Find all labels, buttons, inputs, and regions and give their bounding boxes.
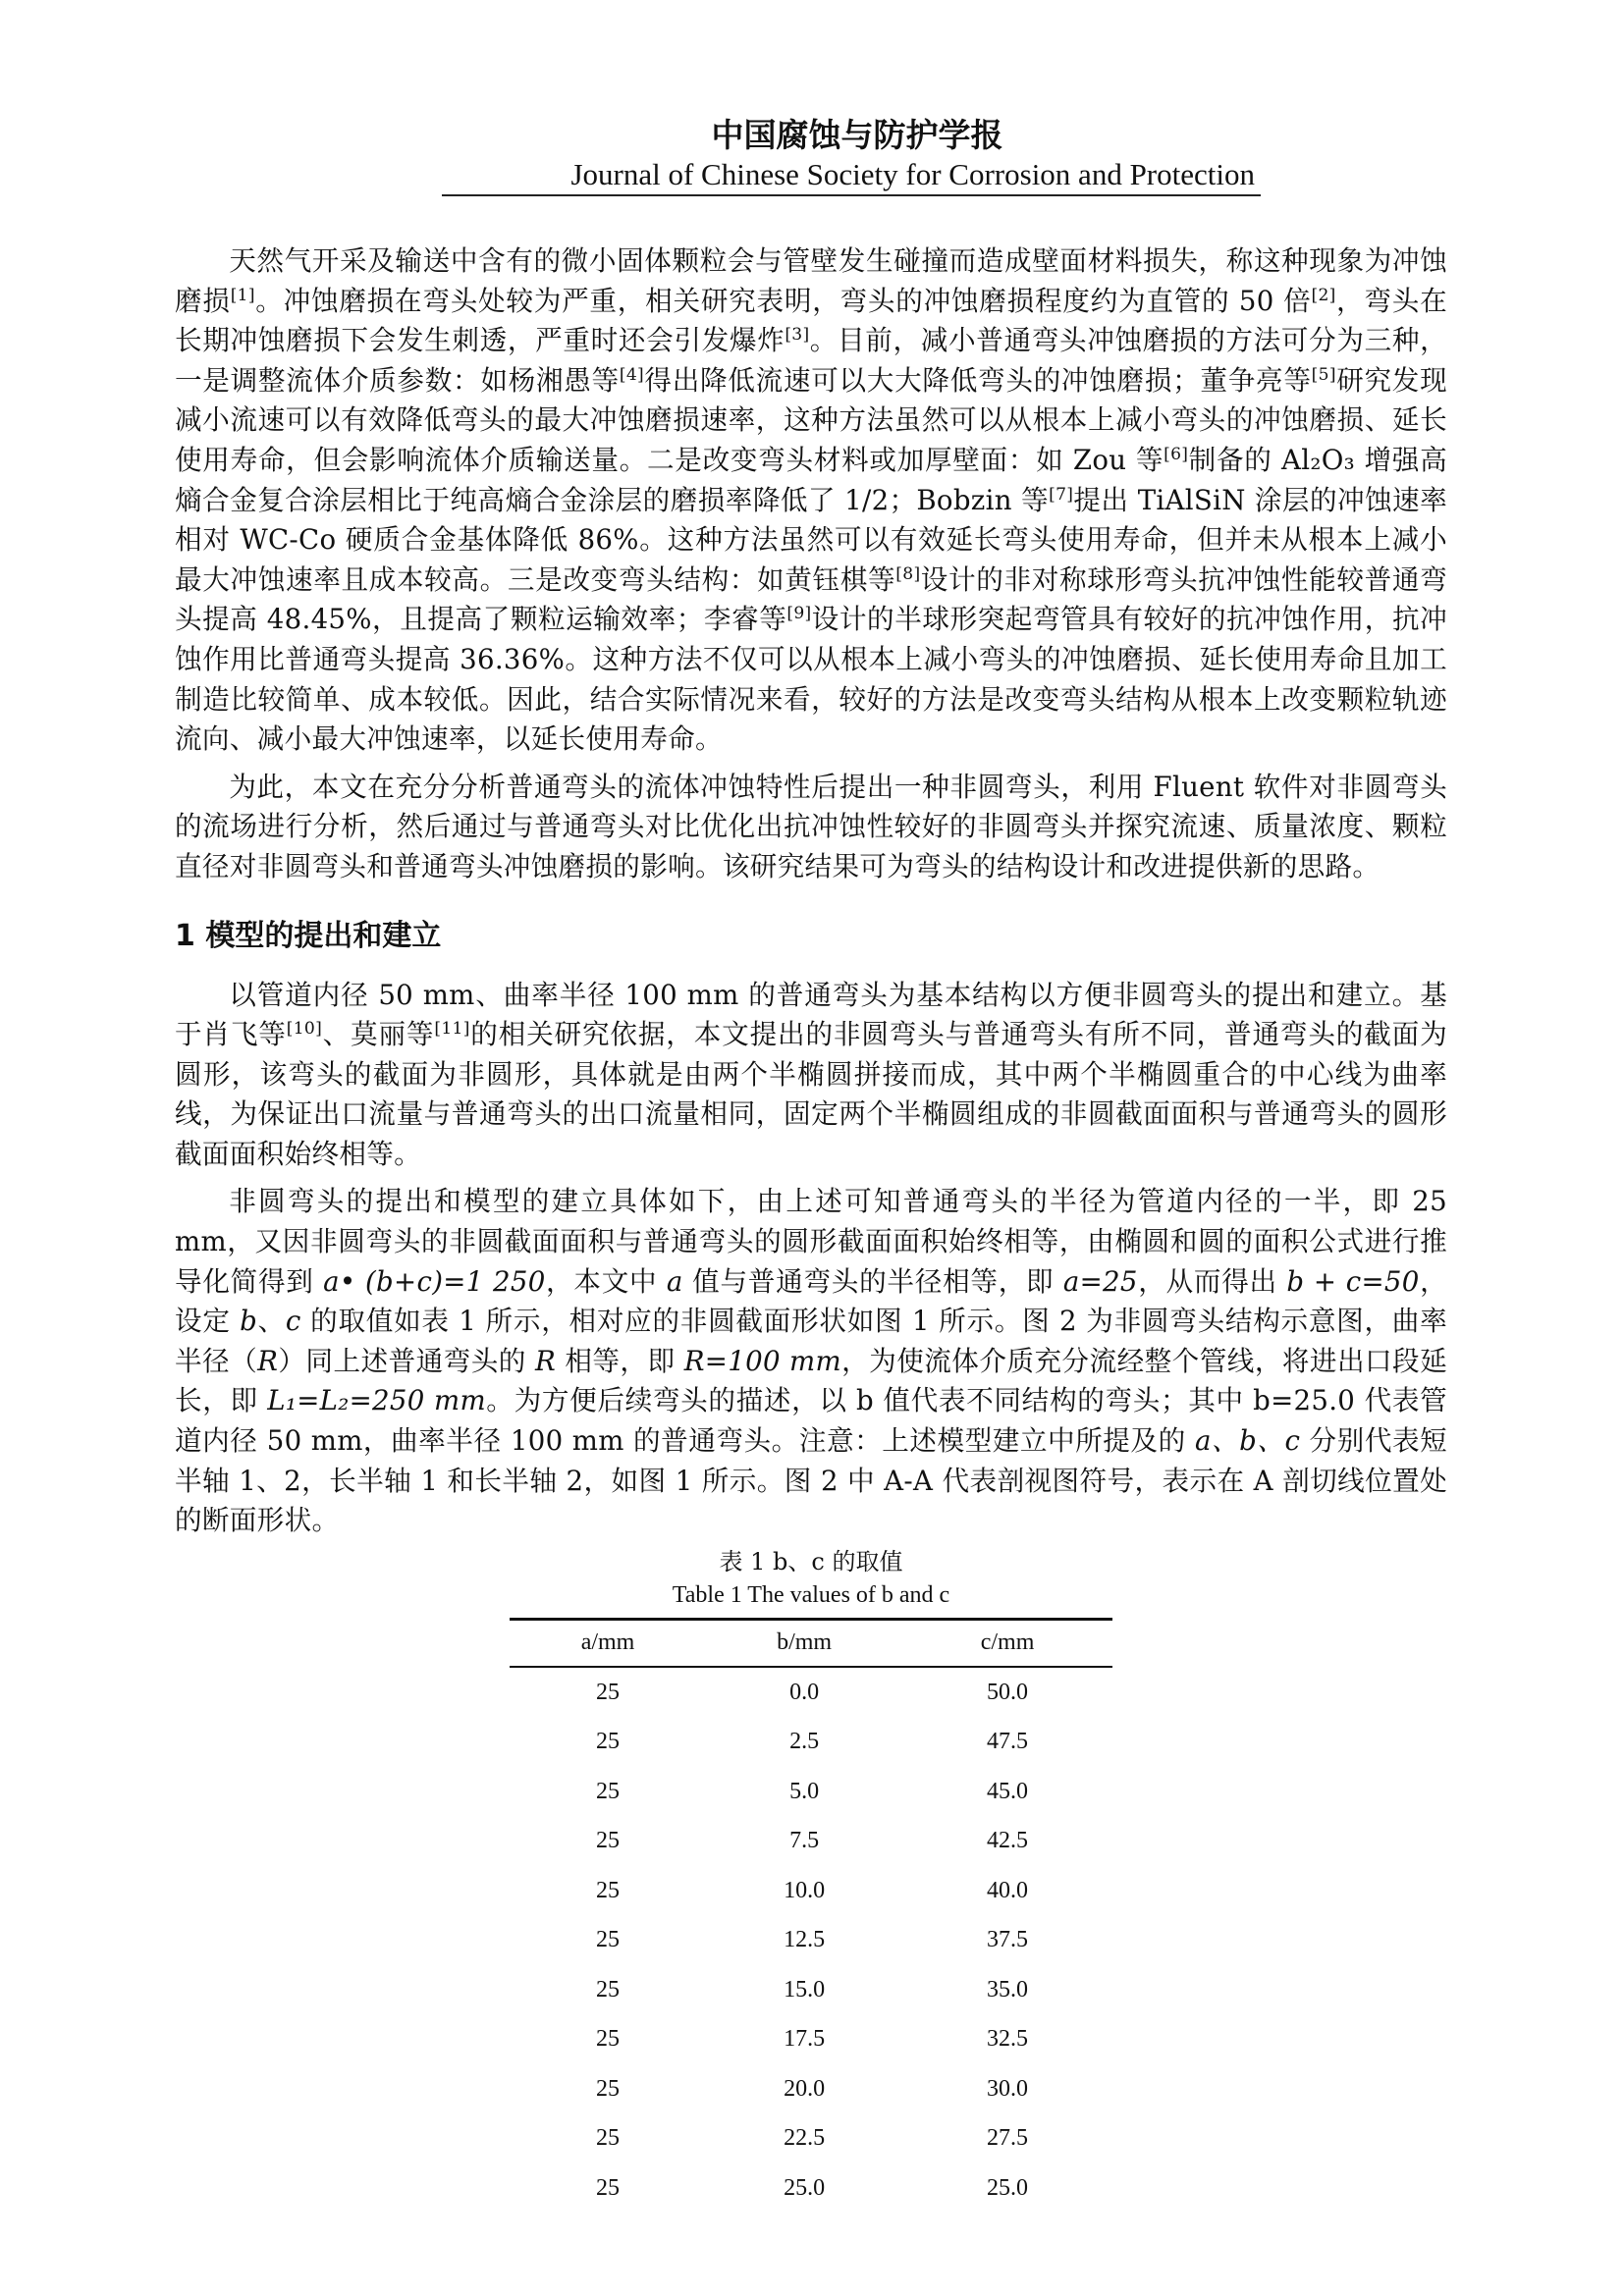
- table-row: [510, 2014, 1112, 2064]
- intro-paragraph-1: [175, 241, 1447, 760]
- table-cell: 47.5: [987, 1729, 1029, 1755]
- text-run: 。为方便后续弯头的描述，以 b 值代表不同结构的弯头；其中 b=25.0 代表管道内径 50 mm，曲率半径 100 mm 的普通弯头。注意：上述模型建立中所提及的: [175, 1384, 1447, 1458]
- table-cell: 25: [596, 2026, 621, 2053]
- text-run: ）同上述普通弯头的: [278, 1344, 536, 1377]
- table-row: [510, 1816, 1112, 1866]
- table-cell: 42.5: [987, 1828, 1029, 1854]
- text-run: ，从而得出: [1137, 1264, 1287, 1298]
- table-header-row: [510, 1619, 1112, 1667]
- formula: b + c=50: [1286, 1264, 1420, 1298]
- table-cell: 20.0: [784, 2075, 826, 2102]
- table-cell: 2.5: [789, 1729, 820, 1755]
- table-caption-cn: 表 1 b、c 的取值: [719, 1547, 903, 1575]
- table-cell: 45.0: [987, 1778, 1029, 1804]
- variable: c: [285, 1305, 301, 1338]
- table-row: [510, 2163, 1112, 2214]
- intro-paragraph-2: 为此，本文在充分分析普通弯头的流体冲蚀特性后提出一种非圆弯头，利用 Fluent 软件对非圆弯头的流场进行分析，然后通过与普通弯头对比优化出抗冲蚀性较好的非圆弯头并探究流速、质量浓度、颗粒直径对非圆弯头和普通弯头冲蚀磨损的影响。该研究结果可为弯头的结构设计和改进提供新的思路。: [175, 770, 1447, 882]
- citation: [2]: [1311, 285, 1336, 305]
- table-cell: 30.0: [987, 2075, 1029, 2102]
- text-run: 以管道内径 50 mm、曲率半径 100 mm 的普通弯头为基本结构以方便非圆弯头的提出和建立。基于肖飞等: [175, 978, 1447, 1051]
- formula: a=25: [1062, 1264, 1138, 1298]
- table-cell: 25: [596, 1679, 621, 1705]
- table-cell: 25: [596, 1927, 621, 1953]
- table-cell: 25: [596, 2125, 621, 2152]
- variable: R: [535, 1344, 557, 1377]
- citation: [8]: [895, 563, 921, 584]
- variable: a: [666, 1264, 683, 1298]
- citation: [1]: [230, 285, 255, 305]
- text-run: 值与普通弯头的半径相等，即: [682, 1264, 1063, 1298]
- table-cell: 15.0: [784, 1976, 826, 2002]
- text-run: 天然气开采及输送中含有的微小固体颗粒会与管壁发生碰撞而造成壁面材料损失，称这种现象为冲蚀磨损: [175, 244, 1447, 317]
- text-run: 的相关研究依据，本文提出的非圆弯头与普通弯头有所不同，普通弯头的截面为圆形，该弯头的截面为非圆形，具体就是由两个半椭圆拼接而成，其中两个半椭圆重合的中心线为曲率线，为保证出口流量与普通弯头的出口流量相同，固定两个半椭圆组成的非圆截面面积与普通弯头的圆形截面面积始终相等。: [175, 1018, 1447, 1170]
- text-run: 、莫丽等: [322, 1018, 435, 1051]
- section-heading: 1 模型的提出和建立: [175, 918, 442, 953]
- table-cell: 10.0: [784, 1877, 826, 1903]
- table-row: [510, 1915, 1112, 1965]
- table-cell: 37.5: [987, 1927, 1029, 1953]
- table-cell: 12.5: [784, 1927, 826, 1953]
- variable: b: [240, 1305, 258, 1338]
- citation: [5]: [1311, 364, 1336, 385]
- table-cell: 25: [596, 1778, 621, 1804]
- table-body: [510, 1667, 1112, 2214]
- table-row: [510, 1667, 1112, 1718]
- section1-paragraph-1: [175, 976, 1447, 1175]
- text-run: 提出 TiAlSiN 涂层的冲蚀速率相对 WC-Co 硬质合金基体降低 86%。这种方法虽然可以有效延长弯头使用寿命，但并未从根本上减小最大冲蚀速率且成本较高。三是改变弯头结构：如黄钰棋等: [175, 483, 1447, 596]
- text-run: 非圆弯头的提出和模型的建立具体如下，由上述可知普通弯头的半径为管道内径的一半，即 25 mm，又因非圆弯头的非圆截面面积与普通弯头的圆形截面面积始终相等，由椭圆和圆的面积公式进行推导化简得到: [175, 1185, 1447, 1298]
- journal-title-en: Journal of Chinese Society for Corrosion and Protection: [442, 155, 1261, 196]
- table-caption-en: Table 1 The values of b and c: [672, 1581, 950, 1608]
- table-row: [510, 1965, 1112, 2015]
- text-run: 分别代表短半轴 1、2，长半轴 1 和长半轴 2，如图 1 所示。图 2 中 A-A 代表剖视图符号，表示在 A 剖切线位置处的断面形状。: [175, 1424, 1447, 1537]
- text-run: 。冲蚀磨损在弯头处较为严重，相关研究表明，弯头的冲蚀磨损程度约为直管的 50 倍: [254, 284, 1312, 317]
- table-cell: 5.0: [789, 1778, 820, 1804]
- table-cell: 35.0: [987, 1976, 1029, 2002]
- variable: R: [257, 1344, 279, 1377]
- table-cell: 25: [596, 1976, 621, 2002]
- text-run: 研究发现减小流速可以有效降低弯头的最大冲蚀磨损速率，这种方法虽然可以从根本上减小弯头的冲蚀磨损、延长使用寿命，但会影响流体介质输送量。二是改变弯头材料或加厚壁面：如 Zou 等: [175, 363, 1448, 476]
- text-run: 设计的半球形突起弯管具有较好的抗冲蚀作用，抗冲蚀作用比普通弯头提高 36.36%。这种方法不仅可以从根本上减小弯头的冲蚀磨损、延长使用寿命且加工制造比较简单、成本较低。因此，结合实际情况来看，较好的方法是改变弯头结构从根本上改变颗粒轨迹流向、减小最大冲蚀速率，以延长使用寿命。: [175, 603, 1447, 756]
- text-run: 相等，即: [556, 1344, 684, 1377]
- formula: R=100 mm: [683, 1344, 841, 1377]
- table-cell: 40.0: [987, 1877, 1029, 1903]
- citation: [6]: [1164, 444, 1189, 464]
- table-header-cell: a/mm: [510, 1619, 706, 1667]
- variable: a、b、c: [1195, 1424, 1301, 1458]
- table-header-cell: b/mm: [706, 1619, 902, 1667]
- table-row: [510, 1866, 1112, 1916]
- table-row: [510, 2064, 1112, 2114]
- paper-page: [175, 116, 1447, 2213]
- text-run: ，本文中: [545, 1264, 667, 1298]
- table-cell: 25: [596, 2174, 621, 2201]
- text-run: 。目前，减小普通弯头冲蚀磨损的方法可分为三种，一是调整流体介质参数：如杨湘愚等: [175, 324, 1447, 397]
- table-cell: 25: [596, 1729, 621, 1755]
- table-row: [510, 2113, 1112, 2163]
- text-run: 、: [257, 1305, 286, 1338]
- citation: [10]: [286, 1018, 323, 1039]
- table-cell: 22.5: [784, 2125, 826, 2152]
- values-table: [510, 1618, 1112, 2214]
- table-cell: 25.0: [987, 2174, 1029, 2201]
- table-row: [510, 1767, 1112, 1817]
- table-cell: 32.5: [987, 2026, 1029, 2053]
- text-run: 的取值如表 1 所示，相对应的非圆截面形状如图 1 所示。图 2 为非圆弯头结构示意图，曲率半径（: [175, 1305, 1448, 1377]
- text-run: 制备的 Al₂O₃ 增强高熵合金复合涂层相比于纯高熵合金涂层的磨损率降低了 1/2；Bobzin 等: [175, 443, 1447, 516]
- citation: [11]: [434, 1018, 470, 1039]
- citation: [3]: [785, 325, 810, 345]
- table-cell: 17.5: [784, 2026, 826, 2053]
- text-run: ，弯头在长期冲蚀磨损下会发生刺透，严重时还会引发爆炸: [175, 284, 1447, 357]
- text-run: ，设定: [175, 1264, 1447, 1338]
- table-cell: 7.5: [789, 1828, 820, 1854]
- formula: L₁=L₂=250 mm: [267, 1384, 486, 1417]
- table-cell: 25.0: [784, 2174, 826, 2201]
- citation: [7]: [1049, 484, 1074, 505]
- journal-title-cn: 中国腐蚀与防护学报: [711, 116, 1003, 154]
- citation: [9]: [786, 604, 812, 624]
- text-run: 设计的非对称球形弯头抗冲蚀性能较普通弯头提高 48.45%，且提高了颗粒运输效率；李睿等: [175, 562, 1448, 636]
- table-header-cell: c/mm: [902, 1619, 1112, 1667]
- text-run: 得出降低流速可以大大降低弯头的冲蚀磨损；董争亮等: [643, 363, 1312, 397]
- table-cell: 27.5: [987, 2125, 1029, 2152]
- table-cell: 25: [596, 1877, 621, 1903]
- text-run: ，为使流体介质充分流经整个管线，将进出口段延长，即: [175, 1344, 1447, 1417]
- table-cell: 0.0: [789, 1679, 820, 1705]
- table-row: [510, 1717, 1112, 1767]
- table-cell: 25: [596, 1828, 621, 1854]
- formula: a• (b+c)=1 250: [323, 1264, 546, 1298]
- section1-paragraph-2: [175, 1182, 1447, 1540]
- citation: [4]: [619, 364, 644, 385]
- table-cell: 25: [596, 2075, 621, 2102]
- table-cell: 50.0: [987, 1679, 1029, 1705]
